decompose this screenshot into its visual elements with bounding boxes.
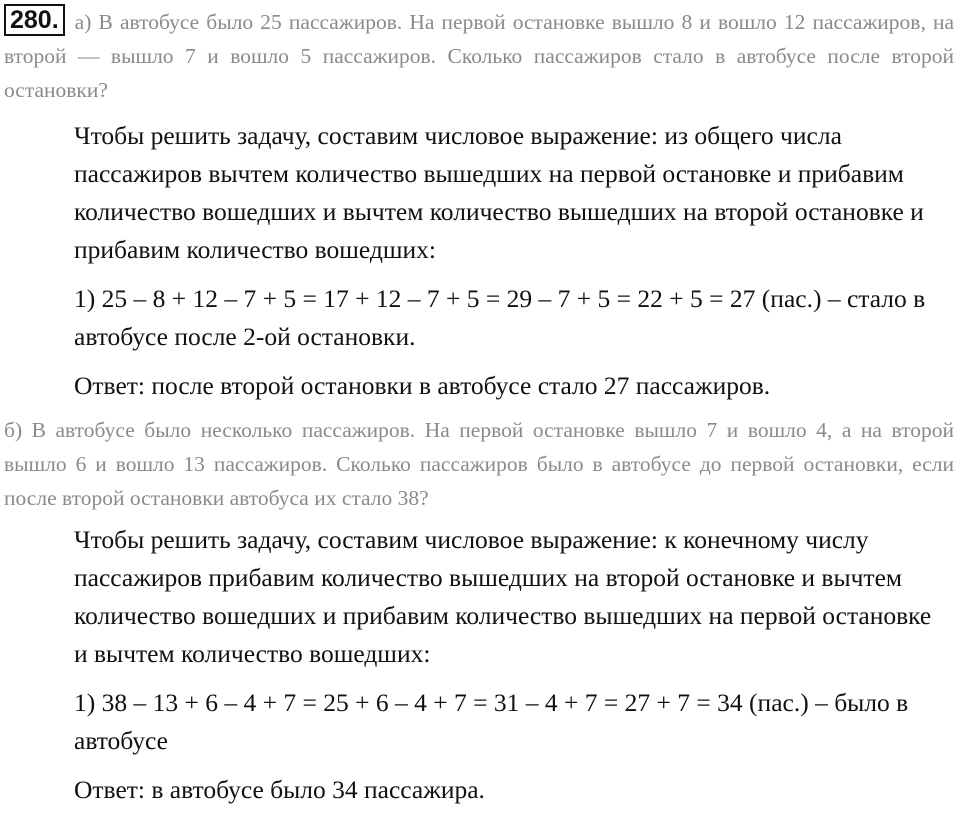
problem-statement-b bbox=[0, 413, 960, 515]
answer-a: Ответ: после второй остановки в автобусе стало 27 пассажиров. bbox=[74, 371, 771, 400]
calculation-b: 1) 38 – 13 + 6 – 4 + 7 = 25 + 6 – 4 + 7 = 31 – 4 + 7 = 27 + 7 = 34 (пас.) – было в автобусе bbox=[74, 688, 909, 755]
explanation-a: Чтобы решить задачу, составим числовое выражение: из общего числа пассажиров вычтем количество вышедших на первой остановке и прибавим количество вошедших и вычтем количество вышедших на второй остановке и прибавим количество вошедших: bbox=[74, 121, 924, 264]
calculation-a: 1) 25 – 8 + 12 – 7 + 5 = 17 + 12 – 7 + 5 = 29 – 7 + 5 = 22 + 5 = 27 (пас.) – стало в автобусе после 2-ой остановки. bbox=[74, 284, 926, 351]
problem-text-b: б) В автобусе было несколько пассажиров. На первой остановке вышло 7 и вошло 4, а на второй вышло 6 и вошло 13 пассажиров. Сколько пассажиров было в автобусе до первой остановки, если после второй остановки автобуса их стало 38? bbox=[4, 418, 954, 510]
solution-b bbox=[0, 515, 960, 809]
problem-statement-a bbox=[0, 0, 960, 107]
solution-a bbox=[0, 107, 960, 405]
explanation-b: Чтобы решить задачу, составим числовое выражение: к конечному числу пассажиров прибавим количество вышедших на второй остановке и вычтем количество вошедших и прибавим количество вышедших на первой остановке и вычтем количество вошедших: bbox=[74, 525, 932, 668]
problem-text-a: а) В автобусе было 25 пассажиров. На первой остановке вышло 8 и вошло 12 пассажиров, на второй — вышло 7 и вошло 5 пассажиров. Сколько пассажиров стало в автобусе после второй остановки? bbox=[4, 10, 954, 102]
answer-b: Ответ: в автобусе было 34 пассажира. bbox=[74, 775, 485, 804]
problem-number-badge: 280. bbox=[4, 4, 65, 36]
